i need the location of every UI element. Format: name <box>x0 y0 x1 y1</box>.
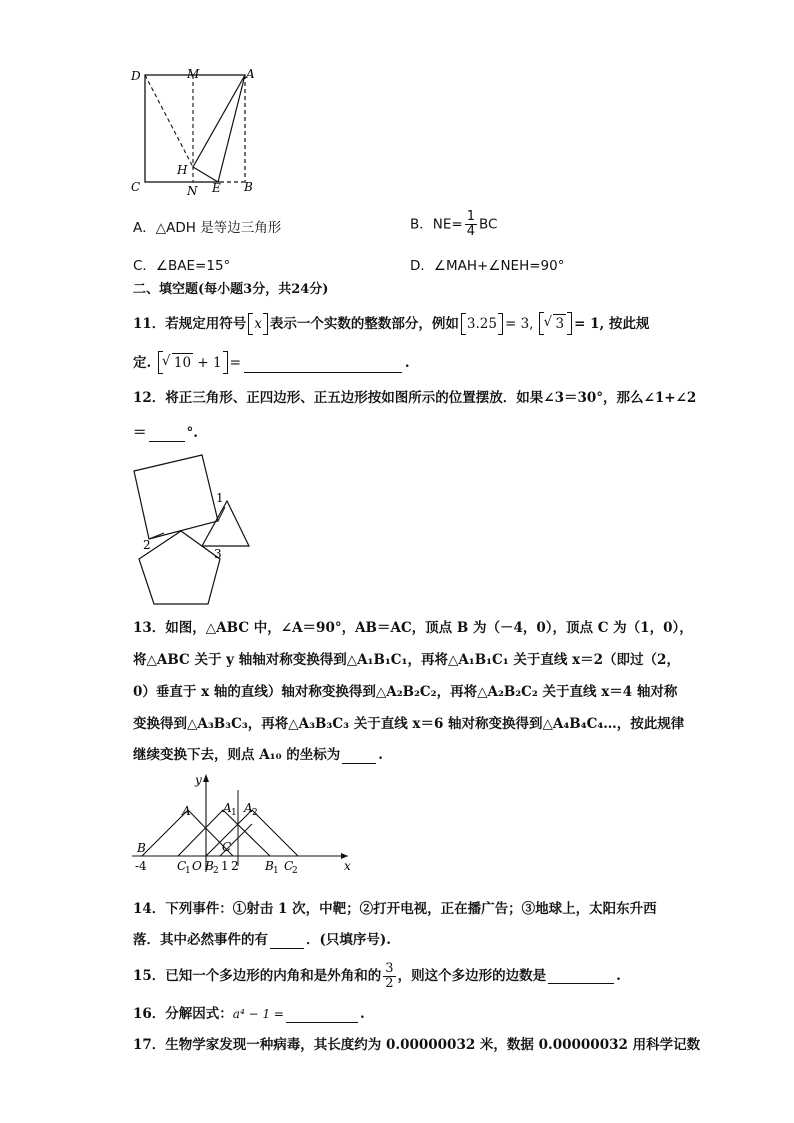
q11-plus-one: + 1 <box>193 355 222 371</box>
option-b <box>410 210 497 239</box>
x-axis-label: x <box>344 859 351 873</box>
label-b2-sub: 2 <box>213 866 219 876</box>
label-a: A <box>182 804 191 818</box>
q13-line5 <box>133 746 383 764</box>
q12-number: 12． <box>133 390 166 406</box>
label-b: B <box>244 180 253 194</box>
q13-line2: 将△ABC 关于 y 轴轴对称变换得到△A₁B₁C₁，再将△A₁B₁C₁ 关于直线 x＝2（即过（2， <box>133 652 680 668</box>
q16-number: 16． <box>133 1006 166 1022</box>
q14-text-2: 落．其中必然事件的有 <box>133 932 268 948</box>
option-b-prefix: B．NE= <box>410 216 463 233</box>
q15-denominator: 2 <box>385 976 394 991</box>
q16-answer-blank[interactable] <box>286 1008 358 1023</box>
label-a: A <box>246 67 255 81</box>
label-c2: C <box>284 859 294 873</box>
q12-eq: ＝ <box>133 425 147 441</box>
option-b-numerator: 1 <box>466 209 475 224</box>
label-two: 2 <box>231 859 239 873</box>
q13-text-1: 如图，△ABC 中，∠A＝90°，AB＝AC，顶点 B 为（－4，0），顶点 C 为（1，0）， <box>165 620 693 636</box>
option-a: A．△ADH 是等边三角形 <box>133 220 282 236</box>
q11-end: . <box>404 355 410 371</box>
figure-square-dmab <box>125 64 270 199</box>
q14-text-1: 下列事件：①射击 1 次，中靶；②打开电视，正在播广告；③地球上，太阳东升西 <box>165 901 657 917</box>
q12-line2 <box>133 424 198 442</box>
label-a2-sub: 2 <box>252 808 258 818</box>
q13-line3: 0）垂直于 x 轴的直线）轴对称变换得到△A₂B₂C₂，再将△A₂B₂C₂ 关于直线 x＝4 轴对称 <box>133 684 678 700</box>
label-c1-sub: 1 <box>185 866 191 876</box>
q11-sqrt3: √ 3 <box>553 314 566 333</box>
label-m: M <box>187 67 200 81</box>
q11-text-c: 定. <box>133 355 152 371</box>
q14-answer-blank[interactable] <box>270 934 304 949</box>
q17-line1 <box>133 1036 700 1054</box>
label-c1: C <box>177 859 187 873</box>
q12-line1 <box>133 389 696 407</box>
q11-eq1: = 3, <box>504 316 534 332</box>
q14-number: 14． <box>133 901 166 917</box>
q15-answer-blank[interactable] <box>548 969 614 984</box>
label-b: B <box>137 841 146 855</box>
q11-line1 <box>133 313 649 334</box>
q14-line2 <box>133 931 391 949</box>
q15-numerator: 3 <box>385 961 394 976</box>
q11-example2 <box>539 313 572 334</box>
q15-line <box>133 958 621 994</box>
label-c: C <box>222 840 232 854</box>
q13-line1 <box>133 619 693 637</box>
q11-sqrt10: √ 10 <box>172 353 193 372</box>
q15-text-b: ，则这个多边形的边数是 <box>397 968 547 984</box>
q14-end: ．(只填序号). <box>306 932 391 948</box>
q13-answer-blank[interactable] <box>342 749 376 764</box>
figure-polygons <box>127 450 267 610</box>
q12-text: 将正三角形、正四边形、正五边形按如图所示的位置摆放．如果∠3＝30°，那么∠1+∠2 <box>165 390 697 406</box>
q11-expression <box>158 352 228 373</box>
q17-number: 17． <box>133 1037 166 1053</box>
q11-answer-blank[interactable] <box>244 358 402 373</box>
option-c: C．∠BAE=15° <box>133 258 231 274</box>
angle-3-label: 3 <box>214 547 222 561</box>
q11-symbol: x <box>248 314 268 334</box>
figure-reflections <box>128 772 363 877</box>
q15-fraction <box>383 962 395 991</box>
q13-end: . <box>378 747 383 763</box>
q15-end: . <box>616 968 621 984</box>
q13-number: 13． <box>133 620 166 636</box>
y-axis-label: y <box>195 773 202 787</box>
angle-1-label: 1 <box>216 491 224 505</box>
q11-eq2: = 1, 按此规 <box>574 316 650 332</box>
option-b-denominator: 4 <box>466 224 475 239</box>
q17-text: 生物学家发现一种病毒，其长度约为 0.00000032 米，数据 0.00000032 用科学记数 <box>165 1037 701 1053</box>
label-o: O <box>192 859 202 873</box>
label-a2: A <box>244 801 253 815</box>
q11-number: 11． <box>133 316 166 332</box>
label-n: N <box>187 184 198 198</box>
q13-text-5: 继续变换下去，则点 A₁₀ 的坐标为 <box>133 747 341 763</box>
angle-2-label: 2 <box>143 538 151 552</box>
q11-equals: = <box>229 355 241 371</box>
q16-end: . <box>359 1006 365 1022</box>
q12-end: °. <box>186 425 198 441</box>
label-a1-sub: 1 <box>231 808 237 818</box>
q16-text: 分解因式： <box>165 1006 233 1022</box>
q13-line4: 变换得到△A₃B₃C₃，再将△A₃B₃C₃ 关于直线 x＝6 轴对称变换得到△A₄B₄C₄…，按此规律 <box>133 716 685 732</box>
label-c2-sub: 2 <box>292 866 298 876</box>
q16-expression: a⁴ − 1 = <box>232 1007 284 1021</box>
q11-text-b: 表示一个实数的整数部分，例如 <box>269 316 459 332</box>
label-b1: B <box>265 859 274 873</box>
q12-answer-blank[interactable] <box>149 427 185 442</box>
label-d: D <box>131 69 141 83</box>
label-a1: A <box>223 801 232 815</box>
label-c: C <box>131 180 141 194</box>
label-e: E <box>212 181 221 195</box>
q11-text-a: 若规定用符号 <box>165 316 247 332</box>
q15-number: 15． <box>133 968 166 984</box>
option-d: D．∠MAH+∠NEH=90° <box>410 258 565 274</box>
section-heading: 二、填空题(每小题3分，共24分) <box>133 282 329 297</box>
q16-line <box>133 1005 365 1023</box>
label-h: H <box>177 163 188 177</box>
label-b2: B <box>205 859 214 873</box>
label-minus4: -4 <box>135 859 147 873</box>
label-b1-sub: 1 <box>273 866 279 876</box>
q11-line2 <box>133 352 410 373</box>
label-one: 1 <box>221 859 229 873</box>
q14-line1 <box>133 900 657 918</box>
option-b-suffix: BC <box>478 216 498 233</box>
q11-example1: 3.25 <box>461 314 503 334</box>
q15-text-a: 已知一个多边形的内角和是外角和的 <box>165 968 382 984</box>
option-b-fraction <box>465 210 477 239</box>
